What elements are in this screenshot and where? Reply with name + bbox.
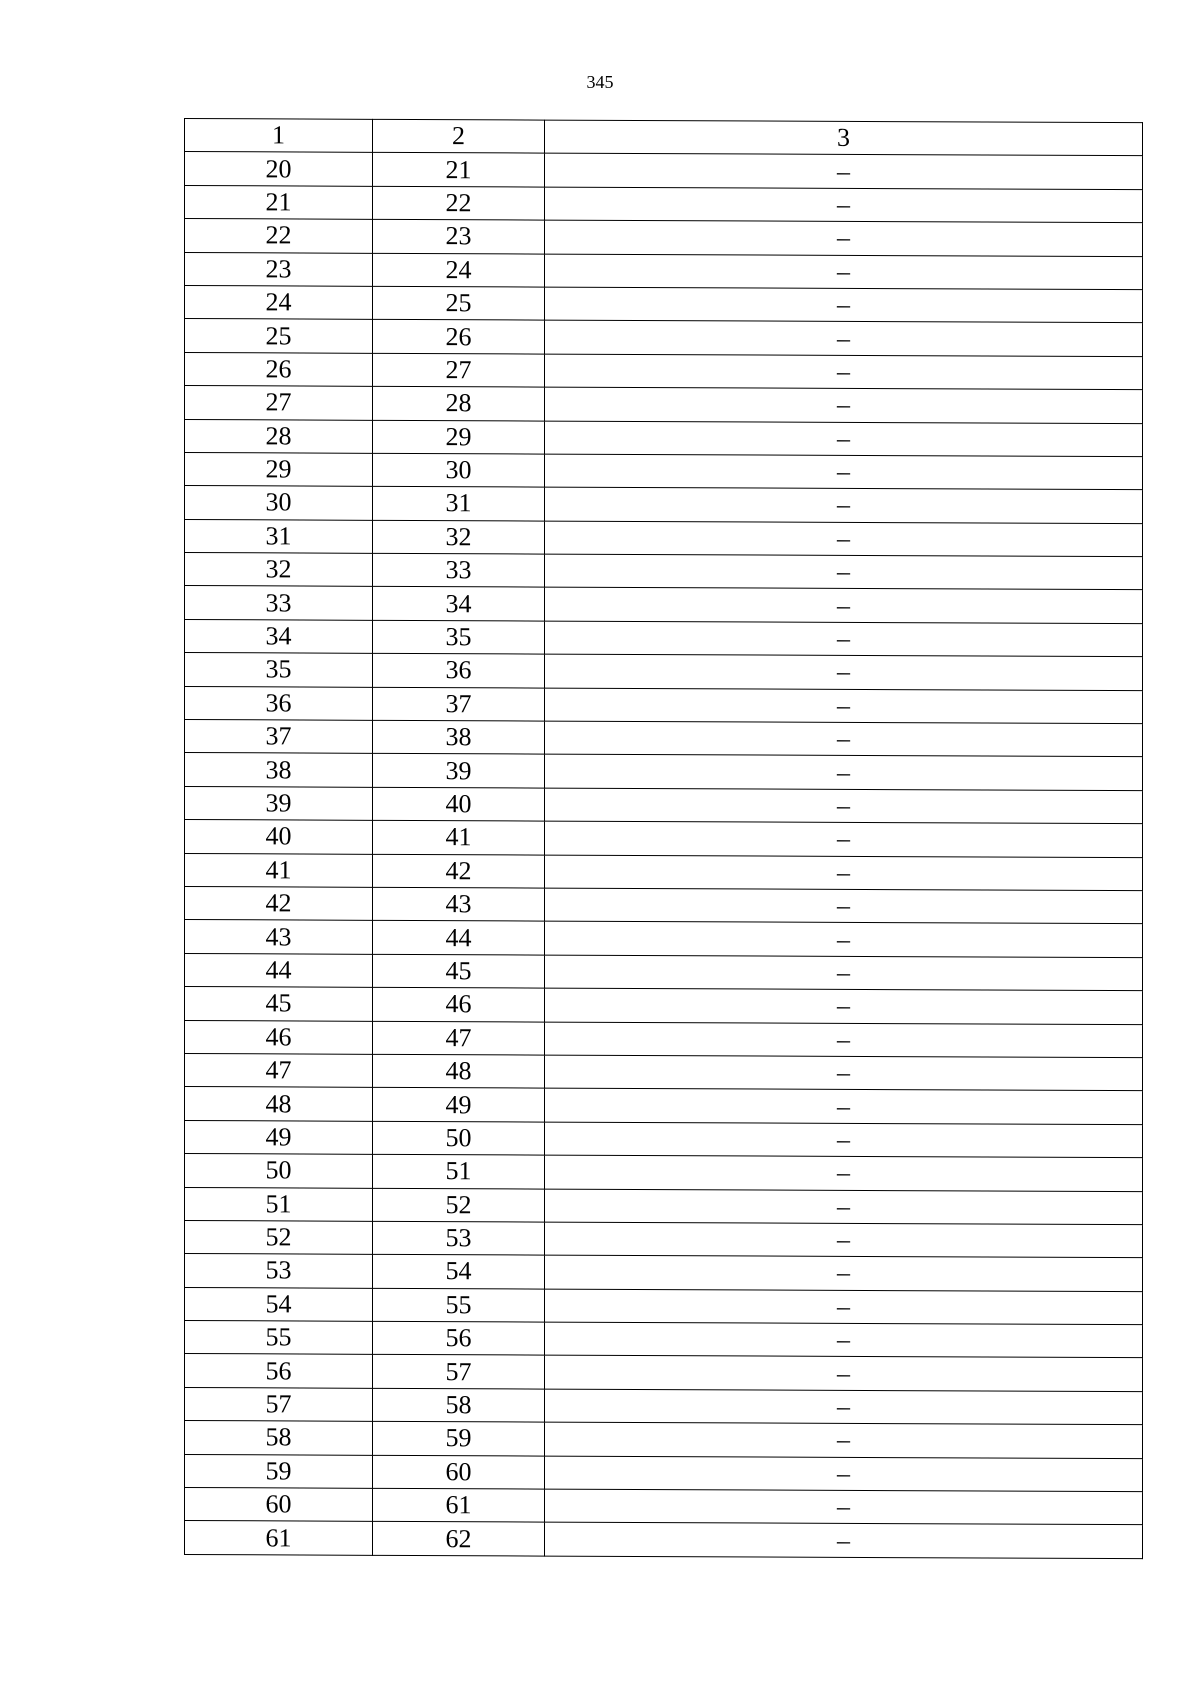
table-cell-col3: – bbox=[545, 1289, 1143, 1325]
table-row bbox=[185, 252, 1143, 290]
table-cell-col2: 32 bbox=[373, 520, 545, 554]
table-row bbox=[185, 886, 1143, 924]
table-row bbox=[185, 1220, 1143, 1258]
table-cell-col3: – bbox=[545, 1389, 1143, 1425]
table-row bbox=[185, 1053, 1143, 1091]
table-cell-col1: 39 bbox=[185, 786, 373, 820]
table-cell-col1: 42 bbox=[185, 886, 373, 920]
table-cell-col3: – bbox=[545, 1022, 1143, 1058]
table-cell-col3: – bbox=[545, 320, 1143, 356]
table-row bbox=[185, 920, 1143, 958]
table-cell-col2: 51 bbox=[373, 1154, 545, 1188]
table-cell-col2: 29 bbox=[373, 420, 545, 454]
table-cell-col1: 35 bbox=[185, 653, 373, 687]
table-cell-col2: 50 bbox=[373, 1121, 545, 1155]
table-row bbox=[185, 519, 1143, 557]
table-cell-col1: 46 bbox=[185, 1020, 373, 1054]
table-cell-col1: 52 bbox=[185, 1220, 373, 1254]
table-cell-col3: – bbox=[545, 988, 1143, 1024]
table-cell-col2: 23 bbox=[373, 219, 545, 253]
table-cell-col3: – bbox=[545, 554, 1143, 590]
table-cell-col2: 59 bbox=[373, 1422, 545, 1456]
table-cell-col1: 32 bbox=[185, 553, 373, 587]
table-cell-col2: 55 bbox=[373, 1288, 545, 1322]
table-cell-col1: 55 bbox=[185, 1321, 373, 1355]
header-cell-col1: 1 bbox=[185, 119, 373, 153]
table-cell-col2: 47 bbox=[373, 1021, 545, 1055]
header-cell-col3: 3 bbox=[545, 120, 1143, 156]
data-table bbox=[184, 118, 1143, 1559]
table-cell-col2: 43 bbox=[373, 887, 545, 921]
table-cell-col2: 35 bbox=[373, 620, 545, 654]
table-row bbox=[185, 1321, 1143, 1359]
table-row bbox=[185, 486, 1143, 524]
table-cell-col1: 57 bbox=[185, 1387, 373, 1421]
table-row bbox=[185, 1488, 1143, 1526]
table-row bbox=[185, 185, 1143, 223]
table-cell-col3: – bbox=[545, 1255, 1143, 1291]
table-cell-col2: 30 bbox=[373, 453, 545, 487]
table-row bbox=[185, 419, 1143, 457]
table-cell-col3: – bbox=[545, 1189, 1143, 1225]
table-cell-col3: – bbox=[545, 153, 1143, 189]
table-row bbox=[185, 553, 1143, 591]
table-cell-col2: 31 bbox=[373, 487, 545, 521]
table-cell-col3: – bbox=[545, 921, 1143, 957]
table-row bbox=[185, 152, 1143, 190]
table-cell-col3: – bbox=[545, 888, 1143, 924]
table-cell-col1: 49 bbox=[185, 1120, 373, 1154]
table-cell-col3: – bbox=[545, 354, 1143, 390]
table-cell-col3: – bbox=[545, 588, 1143, 624]
table-cell-col2: 46 bbox=[373, 987, 545, 1021]
table-cell-col3: – bbox=[545, 521, 1143, 557]
table-cell-col1: 38 bbox=[185, 753, 373, 787]
table-cell-col1: 22 bbox=[185, 219, 373, 253]
table-cell-col2: 48 bbox=[373, 1054, 545, 1088]
table-cell-col2: 40 bbox=[373, 787, 545, 821]
table-cell-col2: 37 bbox=[373, 687, 545, 721]
table-row bbox=[185, 452, 1143, 490]
table-cell-col1: 48 bbox=[185, 1087, 373, 1121]
table-row bbox=[185, 1154, 1143, 1192]
page-number: 345 bbox=[586, 72, 614, 92]
table-cell-col1: 58 bbox=[185, 1421, 373, 1455]
table-cell-col1: 33 bbox=[185, 586, 373, 620]
table-cell-col1: 47 bbox=[185, 1053, 373, 1087]
table-cell-col1: 40 bbox=[185, 820, 373, 854]
table-cell-col2: 52 bbox=[373, 1188, 545, 1222]
table-cell-col2: 45 bbox=[373, 954, 545, 988]
table-row bbox=[185, 987, 1143, 1025]
table-row bbox=[185, 686, 1143, 724]
table-cell-col1: 60 bbox=[185, 1488, 373, 1522]
table-row bbox=[185, 219, 1143, 257]
table-row bbox=[185, 352, 1143, 390]
table-cell-col1: 30 bbox=[185, 486, 373, 520]
table-cell-col3: – bbox=[545, 187, 1143, 223]
table-cell-col1: 37 bbox=[185, 720, 373, 754]
table-row bbox=[185, 1454, 1143, 1492]
table-cell-col1: 56 bbox=[185, 1354, 373, 1388]
table-cell-col2: 22 bbox=[373, 186, 545, 220]
table-cell-col3: – bbox=[545, 254, 1143, 290]
table-cell-col2: 33 bbox=[373, 553, 545, 587]
table-cell-col3: – bbox=[545, 688, 1143, 724]
table-cell-col3: – bbox=[545, 1122, 1143, 1158]
table-row bbox=[185, 1387, 1143, 1425]
table-cell-col1: 45 bbox=[185, 987, 373, 1021]
table-cell-col2: 24 bbox=[373, 253, 545, 287]
table-cell-col2: 57 bbox=[373, 1355, 545, 1389]
table-body bbox=[185, 119, 1143, 1559]
table-cell-col3: – bbox=[545, 1055, 1143, 1091]
table-cell-col1: 25 bbox=[185, 319, 373, 353]
table-cell-col3: – bbox=[545, 821, 1143, 857]
table-cell-col2: 61 bbox=[373, 1488, 545, 1522]
table-row bbox=[185, 386, 1143, 424]
table-cell-col2: 62 bbox=[373, 1522, 545, 1556]
table-cell-col3: – bbox=[545, 287, 1143, 323]
table-cell-col2: 39 bbox=[373, 754, 545, 788]
table-cell-col3: – bbox=[545, 1222, 1143, 1258]
table-cell-col3: – bbox=[545, 955, 1143, 991]
table-cell-col1: 54 bbox=[185, 1287, 373, 1321]
table-cell-col2: 44 bbox=[373, 921, 545, 955]
table-cell-col2: 41 bbox=[373, 821, 545, 855]
table-cell-col1: 34 bbox=[185, 619, 373, 653]
table-cell-col1: 23 bbox=[185, 252, 373, 286]
table-row bbox=[185, 853, 1143, 891]
table-cell-col2: 28 bbox=[373, 386, 545, 420]
table-row bbox=[185, 1521, 1143, 1559]
table-cell-col2: 56 bbox=[373, 1321, 545, 1355]
table-cell-col2: 49 bbox=[373, 1088, 545, 1122]
table-cell-col1: 41 bbox=[185, 853, 373, 887]
table-cell-col1: 24 bbox=[185, 285, 373, 319]
table-cell-col3: – bbox=[545, 621, 1143, 657]
table-row bbox=[185, 586, 1143, 624]
table-cell-col2: 26 bbox=[373, 320, 545, 354]
table-cell-col3: – bbox=[545, 1088, 1143, 1124]
table-row bbox=[185, 1020, 1143, 1058]
table-cell-col1: 21 bbox=[185, 185, 373, 219]
table-cell-col2: 42 bbox=[373, 854, 545, 888]
table-cell-col3: – bbox=[545, 855, 1143, 891]
table-row bbox=[185, 720, 1143, 758]
table-cell-col2: 27 bbox=[373, 353, 545, 387]
table-row bbox=[185, 653, 1143, 691]
table-cell-col2: 60 bbox=[373, 1455, 545, 1489]
table-cell-col3: – bbox=[545, 421, 1143, 457]
table-row bbox=[185, 319, 1143, 357]
table-cell-col3: – bbox=[545, 788, 1143, 824]
table-cell-col3: – bbox=[545, 454, 1143, 490]
table-cell-col3: – bbox=[545, 1456, 1143, 1492]
table-cell-col1: 44 bbox=[185, 953, 373, 987]
table-cell-col3: – bbox=[545, 1322, 1143, 1358]
table-cell-col1: 36 bbox=[185, 686, 373, 720]
table-cell-col3: – bbox=[545, 754, 1143, 790]
table-row bbox=[185, 1087, 1143, 1125]
table-row bbox=[185, 786, 1143, 824]
table-cell-col2: 54 bbox=[373, 1255, 545, 1289]
table-cell-col2: 25 bbox=[373, 286, 545, 320]
table-cell-col1: 26 bbox=[185, 352, 373, 386]
table-cell-col3: – bbox=[545, 721, 1143, 757]
table-row bbox=[185, 953, 1143, 991]
table-cell-col1: 53 bbox=[185, 1254, 373, 1288]
table-cell-col1: 29 bbox=[185, 452, 373, 486]
table-cell-col1: 28 bbox=[185, 419, 373, 453]
table-cell-col3: – bbox=[545, 1356, 1143, 1392]
table-cell-col1: 43 bbox=[185, 920, 373, 954]
table-cell-col2: 58 bbox=[373, 1388, 545, 1422]
table-row bbox=[185, 1354, 1143, 1392]
table-row bbox=[185, 1254, 1143, 1292]
table-cell-col2: 36 bbox=[373, 654, 545, 688]
table-row bbox=[185, 1120, 1143, 1158]
table-cell-col3: – bbox=[545, 220, 1143, 256]
table-cell-col1: 27 bbox=[185, 386, 373, 420]
table-cell-col3: – bbox=[545, 487, 1143, 523]
table-row bbox=[185, 1421, 1143, 1459]
table-cell-col3: – bbox=[545, 1422, 1143, 1458]
table-cell-col1: 61 bbox=[185, 1521, 373, 1555]
table-cell-col1: 20 bbox=[185, 152, 373, 186]
table-cell-col1: 31 bbox=[185, 519, 373, 553]
table-cell-col3: – bbox=[545, 654, 1143, 690]
table-cell-col1: 51 bbox=[185, 1187, 373, 1221]
table-cell-col3: – bbox=[545, 1489, 1143, 1525]
table-cell-col2: 21 bbox=[373, 153, 545, 187]
table-cell-col3: – bbox=[545, 1155, 1143, 1191]
table-cell-col2: 53 bbox=[373, 1221, 545, 1255]
table-row bbox=[185, 1287, 1143, 1325]
table-cell-col3: – bbox=[545, 387, 1143, 423]
table-row bbox=[185, 1187, 1143, 1225]
table-cell-col1: 50 bbox=[185, 1154, 373, 1188]
table-row bbox=[185, 753, 1143, 791]
table-header-row bbox=[185, 119, 1143, 157]
table-cell-col2: 38 bbox=[373, 720, 545, 754]
table-cell-col2: 34 bbox=[373, 587, 545, 621]
table-row bbox=[185, 619, 1143, 657]
table-cell-col3: – bbox=[545, 1522, 1143, 1558]
table-row bbox=[185, 820, 1143, 858]
table-row bbox=[185, 285, 1143, 323]
header-cell-col2: 2 bbox=[373, 119, 545, 153]
table-cell-col1: 59 bbox=[185, 1454, 373, 1488]
